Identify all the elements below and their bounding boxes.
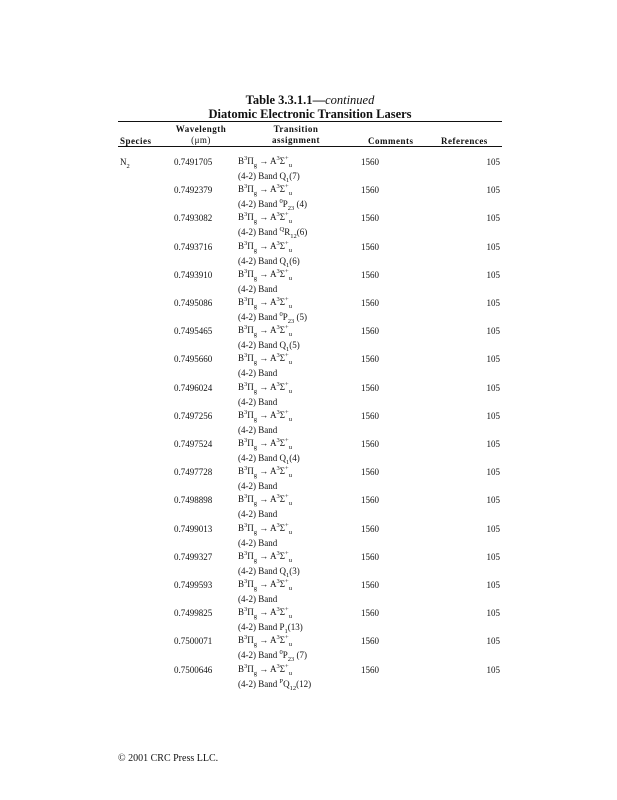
band-line — [238, 678, 311, 690]
comments-cell: 1560 — [361, 298, 379, 308]
band-line-number: (5) — [294, 312, 308, 322]
upper-state-letter: B — [238, 635, 245, 646]
band-line — [238, 452, 300, 464]
band-branch-subscript: 1 — [286, 261, 290, 269]
band-text: (4-2) Band — [238, 481, 278, 492]
band-text: (4-2) Band — [238, 424, 278, 435]
band-text: (4-2) Band Q — [238, 340, 286, 351]
comments-cell: 1560 — [361, 551, 379, 562]
band-line-number: (12) — [296, 678, 312, 689]
upper-state-letter: B — [238, 297, 245, 307]
references-cell: 105 — [486, 664, 500, 675]
band-text: (4-2) Band — [238, 650, 278, 661]
arrow-icon: → — [259, 325, 269, 336]
transition-formula: $B^3\Pi_g \to A^3\Sigma^+_u$ — [238, 211, 292, 226]
band-line — [238, 226, 308, 241]
lower-state-letter: A — [270, 494, 277, 505]
transition-cell — [238, 381, 292, 408]
band-branch-letter: R — [284, 227, 291, 238]
wavelength-cell: 0.7499593 — [174, 580, 213, 590]
wavelength-cell: 0.7498898 — [174, 495, 213, 506]
upper-state-letter: B — [238, 466, 245, 477]
transition-formula: $B^3\Pi_g \to A^3\Sigma^+_u$ — [238, 521, 292, 536]
band-branch-letter: P — [282, 312, 288, 322]
wavelength-cell: 0.7497256 — [174, 410, 213, 421]
band-line — [238, 283, 292, 295]
band-branch-pre: Q — [279, 226, 285, 234]
band-text: (4-2) Band — [238, 537, 278, 548]
transition-cell — [238, 437, 300, 464]
upper-state-letter: B — [238, 522, 245, 533]
comments-cell: 1560 — [361, 241, 379, 252]
top-rule — [118, 121, 502, 122]
lower-state-letter: A — [270, 579, 277, 589]
upper-state-letter: B — [238, 156, 245, 166]
band-branch-subscript: 1 — [286, 176, 290, 184]
arrow-icon: → — [259, 381, 269, 392]
arrow-icon: → — [259, 156, 269, 166]
band-branch-letter: P — [282, 650, 288, 661]
comments-cell: 1560 — [361, 382, 379, 393]
band-text: (4-2) Band — [238, 312, 278, 322]
upper-state-letter: B — [238, 184, 245, 195]
comments-cell: 1560 — [361, 410, 379, 421]
wavelength-cell: 0.7499327 — [174, 551, 213, 562]
upper-state-letter: B — [238, 353, 245, 364]
wavelength-cell: 0.7499825 — [174, 608, 213, 619]
header-transition — [262, 124, 330, 146]
arrow-icon: → — [259, 494, 269, 505]
band-branch-subscript: 12 — [290, 233, 297, 241]
header-references: References — [441, 136, 488, 146]
band-line — [238, 424, 292, 436]
band-line-number: (13) — [287, 622, 303, 633]
comments-cell: 1560 — [361, 326, 379, 337]
wavelength-cell: 0.7496024 — [174, 382, 213, 393]
caption-dash: — — [312, 93, 326, 107]
transition-cell — [238, 606, 303, 633]
species-subscript: 2 — [126, 162, 130, 170]
lower-state-letter: A — [270, 522, 277, 533]
references-cell: 105 — [486, 580, 500, 590]
header-wavelength-line2: (μm) — [191, 135, 211, 145]
band-line — [238, 170, 300, 182]
transition-cell — [238, 522, 292, 549]
transition-formula: $B^3\Pi_g \to A^3\Sigma^+_u$ — [238, 662, 292, 677]
transition-cell — [238, 578, 292, 605]
references-cell: 105 — [486, 495, 500, 506]
band-branch-letter: P — [282, 199, 288, 210]
transition-formula: $B^3\Pi_g \to A^3\Sigma^+_u$ — [238, 465, 292, 479]
arrow-icon: → — [259, 268, 269, 279]
band-branch-subscript: 1 — [286, 345, 290, 353]
upper-state-letter: B — [238, 607, 245, 618]
references-cell: 105 — [486, 185, 500, 196]
band-line — [238, 621, 303, 633]
lower-state-letter: A — [270, 466, 277, 477]
wavelength-cell: 0.7495086 — [174, 298, 213, 308]
band-branch-pre: P — [279, 677, 284, 685]
upper-state-letter: B — [238, 579, 245, 589]
header-transition-line2: assignment — [271, 135, 320, 145]
comments-cell: 1560 — [361, 354, 379, 365]
transition-cell — [238, 296, 307, 323]
references-cell: 105 — [486, 467, 500, 478]
band-line — [238, 367, 292, 379]
upper-state-letter: B — [238, 663, 245, 674]
band-line — [238, 649, 308, 664]
transition-formula: $B^3\Pi_g \to A^3\Sigma^+_u$ — [238, 155, 292, 169]
transition-formula: $B^3\Pi_g \to A^3\Sigma^+_u$ — [238, 549, 292, 564]
transition-formula: $B^3\Pi_g \to A^3\Sigma^+_u$ — [238, 578, 292, 592]
band-branch-letter: Q — [283, 678, 290, 689]
band-line-number: (6) — [289, 255, 300, 266]
transition-cell — [238, 240, 300, 267]
references-cell: 105 — [486, 608, 500, 619]
footer-copyright: © 2001 CRC Press LLC. — [118, 753, 219, 764]
lower-state-letter: A — [270, 184, 277, 195]
upper-state-letter: B — [238, 381, 245, 392]
species-cell — [120, 157, 130, 168]
wavelength-cell: 0.7497524 — [174, 439, 213, 449]
wavelength-cell: 0.7493716 — [174, 241, 213, 252]
arrow-icon: → — [259, 212, 269, 223]
band-line — [238, 255, 300, 267]
lower-state-letter: A — [270, 212, 277, 223]
lower-state-letter: A — [270, 240, 277, 251]
arrow-icon: → — [259, 466, 269, 477]
wavelength-cell: 0.7495465 — [174, 326, 213, 337]
lower-state-letter: A — [270, 409, 277, 420]
band-branch-subscript: 1 — [286, 458, 290, 466]
lower-state-letter: A — [270, 663, 277, 674]
table-title: Diatomic Electronic Transition Lasers — [208, 107, 412, 121]
band-line-number: (5) — [289, 340, 300, 351]
transition-formula: $B^3\Pi_g \to A^3\Sigma^+_u$ — [238, 634, 292, 649]
comments-cell: 1560 — [361, 608, 379, 619]
transition-formula: $B^3\Pi_g \to A^3\Sigma^+_u$ — [238, 606, 292, 620]
transition-cell — [238, 183, 307, 210]
transition-formula: $B^3\Pi_g \to A^3\Sigma^+_u$ — [238, 493, 292, 508]
lower-state-letter: A — [270, 268, 277, 279]
band-branch-subscript: 1 — [286, 571, 290, 579]
lower-state-letter: A — [270, 381, 277, 392]
transition-cell — [238, 493, 292, 520]
band-text: (4-2) Band Q — [238, 171, 286, 181]
comments-cell: 1560 — [361, 439, 379, 449]
arrow-icon: → — [259, 409, 269, 420]
transition-cell — [238, 268, 292, 295]
band-branch-subscript: 12 — [289, 684, 297, 692]
transition-formula: $B^3\Pi_g \to A^3\Sigma^+_u$ — [238, 408, 292, 423]
lower-state-letter: A — [270, 635, 277, 646]
band-text: (4-2) Band — [238, 227, 278, 238]
species-symbol: N — [120, 157, 127, 167]
arrow-icon: → — [259, 240, 269, 251]
comments-cell: 1560 — [361, 213, 379, 224]
band-line-number: (7) — [289, 171, 300, 181]
lower-state-letter: A — [270, 353, 277, 364]
transition-formula: $B^3\Pi_g \to A^3\Sigma^+_u$ — [238, 239, 292, 254]
lower-state-letter: A — [270, 607, 277, 618]
transition-formula: $B^3\Pi_g \to A^3\Sigma^+_u$ — [238, 267, 292, 282]
band-text: (4-2) Band — [238, 509, 278, 520]
references-cell: 105 — [486, 354, 500, 365]
arrow-icon: → — [259, 663, 269, 674]
arrow-icon: → — [259, 438, 269, 448]
transition-cell — [238, 155, 300, 182]
transition-cell — [238, 634, 308, 664]
band-branch-subscript: 23 — [287, 204, 295, 212]
references-cell: 105 — [486, 439, 500, 449]
arrow-icon: → — [259, 297, 269, 307]
transition-formula: $B^3\Pi_g \to A^3\Sigma^+_u$ — [238, 380, 292, 395]
band-branch-subscript: 23 — [287, 317, 295, 325]
wavelength-cell: 0.7491705 — [174, 157, 213, 167]
references-cell: 105 — [486, 636, 500, 647]
upper-state-letter: B — [238, 212, 245, 223]
lower-state-letter: A — [270, 550, 277, 561]
comments-cell: 1560 — [361, 269, 379, 280]
references-cell: 105 — [486, 382, 500, 393]
wavelength-cell: 0.7492379 — [174, 185, 213, 196]
arrow-icon: → — [259, 579, 269, 589]
comments-cell: 1560 — [361, 580, 379, 590]
band-text: (4-2) Band — [238, 368, 278, 379]
upper-state-letter: B — [238, 325, 245, 336]
band-text: (4-2) Band — [238, 678, 278, 689]
arrow-icon: → — [259, 635, 269, 646]
upper-state-letter: B — [238, 438, 245, 448]
table-caption-line1 — [118, 93, 502, 107]
references-cell: 105 — [486, 298, 500, 308]
band-line — [238, 508, 292, 520]
transition-cell — [238, 663, 311, 690]
band-text: (4-2) Band — [238, 199, 278, 210]
band-line — [238, 593, 292, 605]
band-line — [238, 311, 307, 323]
comments-cell: 1560 — [361, 495, 379, 506]
references-cell: 105 — [486, 157, 500, 167]
upper-state-letter: B — [238, 409, 245, 420]
references-cell: 105 — [486, 326, 500, 337]
wavelength-cell: 0.7500071 — [174, 636, 213, 647]
upper-state-letter: B — [238, 240, 245, 251]
band-line-number: (6) — [296, 227, 308, 238]
wavelength-cell: 0.7499013 — [174, 523, 213, 534]
references-cell: 105 — [486, 213, 500, 224]
band-line-number: (4) — [294, 199, 308, 210]
comments-cell: 1560 — [361, 664, 379, 675]
header-transition-line1: Transition — [273, 124, 319, 134]
band-branch-subscript: 23 — [287, 656, 295, 664]
transition-formula: $B^3\Pi_g \to A^3\Sigma^+_u$ — [238, 296, 292, 310]
comments-cell: 1560 — [361, 185, 379, 196]
transition-formula: $B^3\Pi_g \to A^3\Sigma^+_u$ — [238, 352, 292, 367]
caption-continued: continued — [325, 93, 375, 107]
wavelength-cell: 0.7500646 — [174, 664, 213, 675]
header-wavelength-line1: Wavelength — [175, 124, 227, 134]
transition-cell — [238, 211, 308, 241]
transition-cell — [238, 465, 292, 492]
band-line — [238, 339, 300, 351]
band-line — [238, 537, 292, 549]
header-wavelength — [170, 124, 232, 146]
band-line — [238, 198, 307, 210]
comments-cell: 1560 — [361, 157, 379, 167]
arrow-icon: → — [259, 522, 269, 533]
arrow-icon: → — [259, 184, 269, 195]
references-cell: 105 — [486, 523, 500, 534]
band-text: (4-2) Band Q — [238, 453, 286, 463]
comments-cell: 1560 — [361, 467, 379, 478]
references-cell: 105 — [486, 241, 500, 252]
upper-state-letter: B — [238, 494, 245, 505]
band-branch-pre: 0 — [279, 198, 283, 206]
band-line — [238, 565, 300, 577]
header-rule — [118, 146, 502, 147]
header-species: Species — [120, 136, 152, 146]
lower-state-letter: A — [270, 156, 277, 166]
lower-state-letter: A — [270, 325, 277, 336]
wavelength-cell: 0.7493082 — [174, 213, 213, 224]
references-cell: 105 — [486, 551, 500, 562]
band-text: (4-2) Band Q — [238, 565, 286, 576]
transition-cell — [238, 550, 300, 577]
comments-cell: 1560 — [361, 523, 379, 534]
arrow-icon: → — [259, 550, 269, 561]
transition-formula: $B^3\Pi_g \to A^3\Sigma^+_u$ — [238, 183, 292, 197]
band-branch-pre: 0 — [279, 649, 283, 657]
band-branch-subscript: 1 — [284, 627, 288, 635]
band-text: (4-2) Band P — [238, 622, 285, 633]
wavelength-cell: 0.7495660 — [174, 354, 213, 365]
wavelength-cell: 0.7493910 — [174, 269, 213, 280]
band-text: (4-2) Band Q — [238, 255, 286, 266]
transition-formula: $B^3\Pi_g \to A^3\Sigma^+_u$ — [238, 324, 292, 338]
band-line-number: (3) — [289, 565, 300, 576]
band-text: (4-2) Band — [238, 283, 278, 294]
upper-state-letter: B — [238, 268, 245, 279]
header-comments: Comments — [368, 136, 414, 146]
arrow-icon: → — [259, 353, 269, 364]
band-line-number: (4) — [289, 453, 300, 463]
references-cell: 105 — [486, 269, 500, 280]
band-text: (4-2) Band — [238, 396, 278, 407]
transition-cell — [238, 352, 292, 379]
band-line — [238, 396, 292, 408]
transition-cell — [238, 409, 292, 436]
band-branch-pre: 0 — [279, 311, 283, 318]
comments-cell: 1560 — [361, 636, 379, 647]
band-line-number: (7) — [294, 650, 308, 661]
references-cell: 105 — [486, 410, 500, 421]
arrow-icon: → — [259, 607, 269, 618]
band-line — [238, 480, 292, 492]
transition-cell — [238, 324, 300, 351]
lower-state-letter: A — [270, 438, 277, 448]
band-text: (4-2) Band — [238, 594, 278, 604]
transition-formula: $B^3\Pi_g \to A^3\Sigma^+_u$ — [238, 437, 292, 451]
upper-state-letter: B — [238, 550, 245, 561]
wavelength-cell: 0.7497728 — [174, 467, 213, 478]
lower-state-letter: A — [270, 297, 277, 307]
table-number: Table 3.3.1.1 — [245, 93, 313, 107]
